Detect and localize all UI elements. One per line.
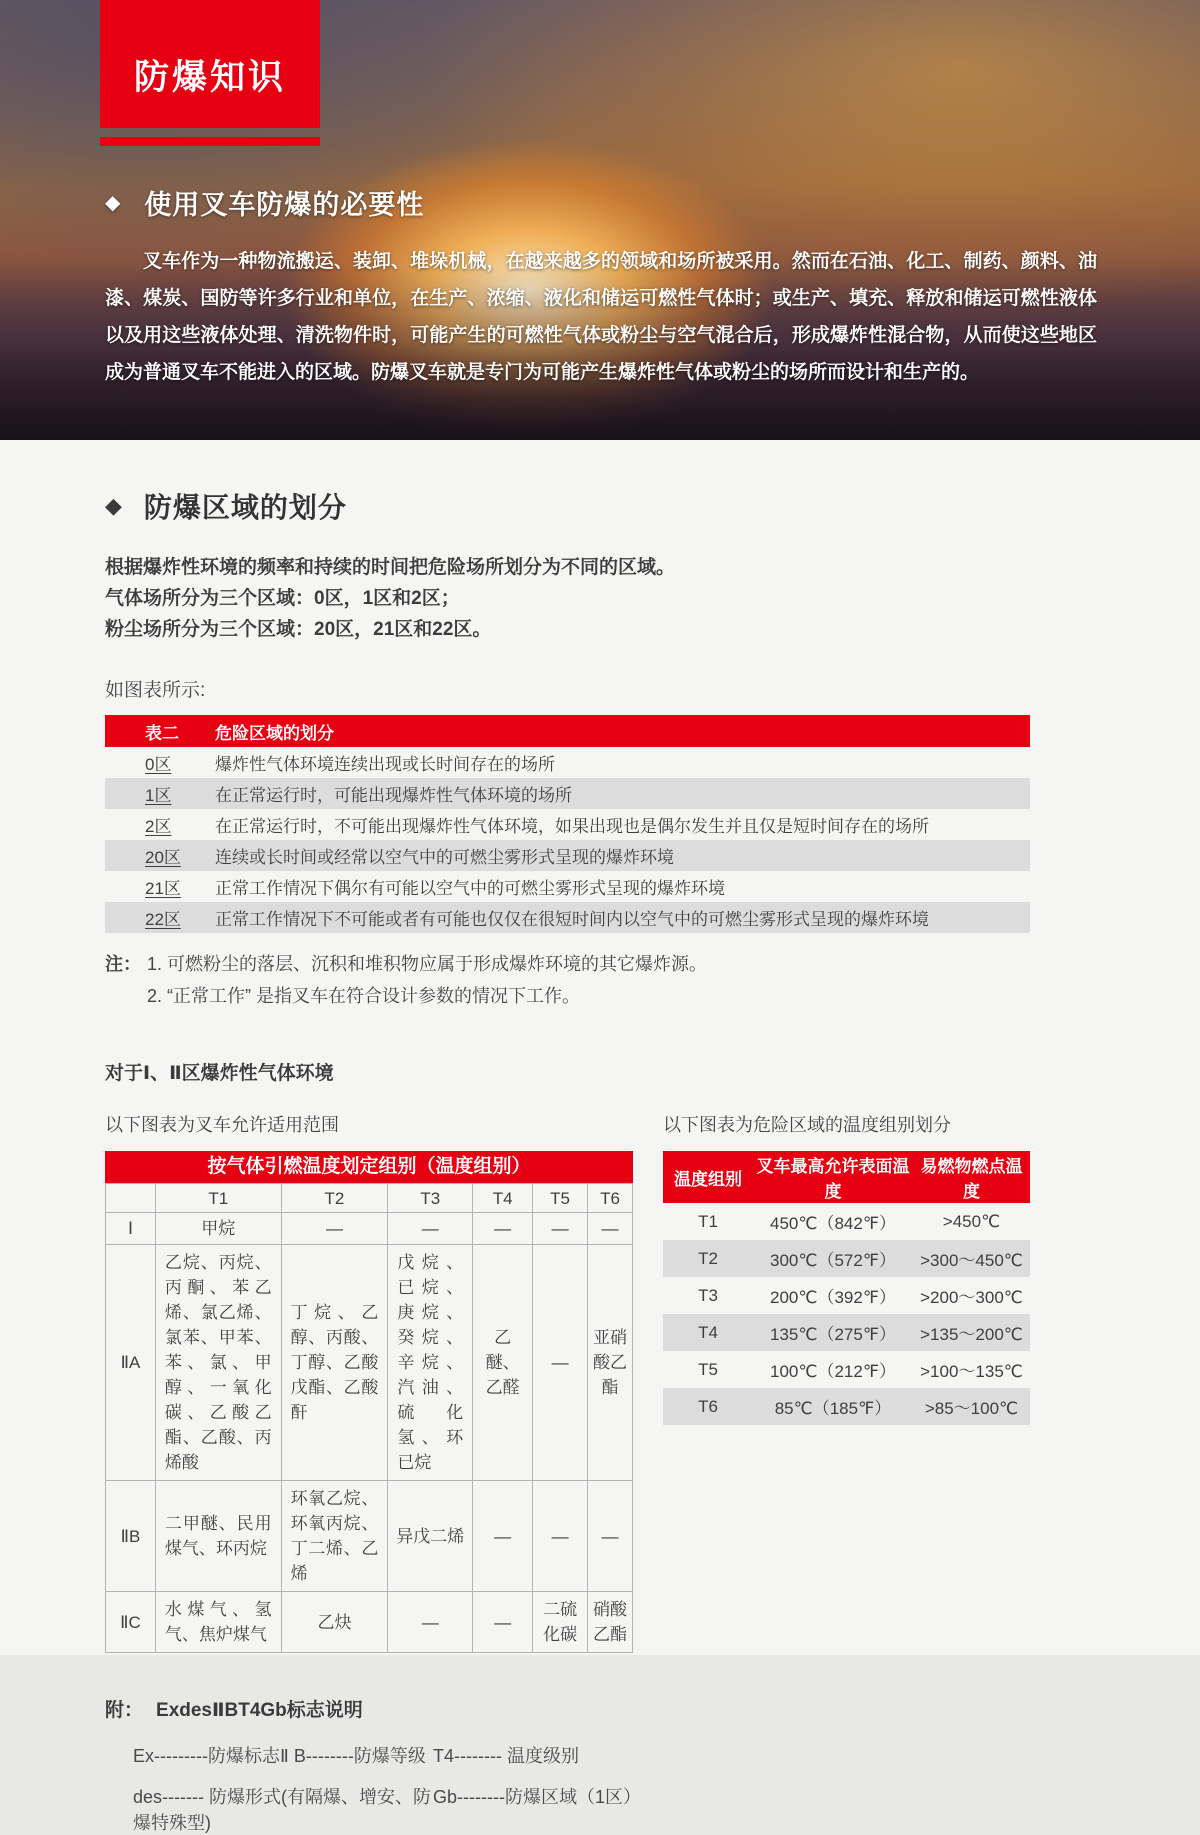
temp-group: T5 <box>698 1359 718 1379</box>
temp-class-header: T5 <box>533 1184 588 1213</box>
zone-label: 2区 <box>145 817 172 836</box>
temp-class-header: T3 <box>388 1184 473 1213</box>
zone-table-header-row <box>105 715 1030 747</box>
temp-table-row <box>663 1240 1030 1277</box>
gas-cell: 亚硝酸乙酯 <box>588 1245 633 1481</box>
temp-table-header: 易燃物燃点温度 <box>913 1151 1030 1203</box>
page-title-banner <box>100 0 320 128</box>
appendix-legend <box>133 1742 1030 1835</box>
group-table-row <box>106 1213 633 1245</box>
zone-notes <box>105 948 1030 1012</box>
note-line: 2. “正常工作” 是指叉车在符合设计参数的情况下工作。 <box>147 986 580 1006</box>
zone-label: 22区 <box>145 910 181 929</box>
zone-table <box>105 715 1030 933</box>
zone-desc: 连续或长时间或经常以空气中的可燃尘雾形式呈现的爆炸环境 <box>215 840 1030 871</box>
surface-temp: 85℃（185℉） <box>753 1388 913 1425</box>
zone-desc: 爆炸性气体环境连续出现或长时间存在的场所 <box>215 755 555 774</box>
temp-group: T3 <box>698 1285 718 1305</box>
appendix-item: des------- 防爆形式(有隔爆、增安、防爆特殊型) <box>133 1787 431 1833</box>
group-table-row <box>106 1481 633 1592</box>
temp-class-header: T2 <box>281 1184 388 1213</box>
temp-class-header: T4 <box>473 1184 533 1213</box>
group-table-title: 按气体引燃温度划定组别（温度组别） <box>105 1151 633 1183</box>
temp-group: T2 <box>663 1240 753 1277</box>
appendix-item: T4-------- 温度级别 <box>433 1746 579 1766</box>
necessity-section-title: 使用叉车防爆的必要性 <box>144 190 425 220</box>
appendix-title: ExdesⅡBT4Gb标志说明 <box>156 1700 363 1721</box>
zone-table-lead: 如图表所示: <box>105 680 206 701</box>
gas-cell: — <box>281 1213 388 1245</box>
surface-temp: 200℃（392℉） <box>770 1288 896 1307</box>
necessity-section-heading <box>105 183 424 222</box>
gas-group-label: Ⅰ <box>106 1213 156 1245</box>
surface-temp: 450℃（842℉） <box>770 1214 896 1233</box>
zone-label: 21区 <box>145 879 181 898</box>
appendix-label: 附： <box>105 1700 144 1721</box>
note-line: 1. 可燃粉尘的落层、沉积和堆积物应属于形成爆炸环境的其它爆炸源。 <box>147 954 708 974</box>
zone-table-header-title: 危险区域的划分 <box>215 715 1030 747</box>
zone-label: 20区 <box>145 848 181 867</box>
gas-cell: 水煤气、氢气、焦炉煤气 <box>155 1592 281 1653</box>
gas-cell: 乙烷、丙烷、丙酮、苯乙烯、氯乙烯、氯苯、甲苯、苯、氯、甲醇、一氧化碳、乙酸乙酯、乙酸、丙烯酸 <box>155 1245 281 1481</box>
diamond-icon: ◆ <box>105 493 122 518</box>
gas-cell: — <box>533 1245 588 1481</box>
ignition-temp: >100～135℃ <box>920 1362 1023 1381</box>
gas-group-label: ⅡB <box>106 1481 156 1592</box>
zone-desc: 在正常运行时，不可能出现爆炸性气体环境，如果出现也是偶尔发生并且仅是短时间存在的场所 <box>215 817 929 836</box>
gas-cell: — <box>473 1481 533 1592</box>
surface-temp: 135℃（275℉） <box>753 1314 913 1351</box>
gas-cell: 乙醚、乙醛 <box>473 1245 533 1481</box>
notes-lines <box>147 948 707 1012</box>
gas-environment-heading: 对于Ⅰ、Ⅱ区爆炸性气体环境 <box>105 1063 334 1084</box>
gas-cell: — <box>533 1481 588 1592</box>
gas-cell: 二甲醚、民用煤气、环丙烷 <box>155 1481 281 1592</box>
content-area <box>0 486 1200 1835</box>
zone-desc: 在正常运行时，可能出现爆炸性气体环境的场所 <box>215 778 1030 809</box>
temp-table-row <box>663 1203 1030 1240</box>
group-table-row <box>106 1592 633 1653</box>
temp-table-header-row <box>663 1151 1030 1203</box>
zone-desc: 正常工作情况下偶尔有可能以空气中的可燃尘雾形式呈现的爆炸环境 <box>215 879 725 898</box>
gas-cell: — <box>473 1592 533 1653</box>
zone-label: 1区 <box>145 786 172 805</box>
gas-cell: — <box>388 1592 473 1653</box>
group-table-column <box>105 1111 633 1653</box>
zone-label: 0区 <box>145 755 172 774</box>
temp-group: T1 <box>698 1211 718 1231</box>
temp-class-header: T1 <box>155 1184 281 1213</box>
temp-group: T6 <box>663 1388 753 1425</box>
ignition-temp: >300～450℃ <box>913 1240 1030 1277</box>
temp-table-row <box>663 1277 1030 1314</box>
gas-cell: — <box>388 1213 473 1245</box>
temp-table-caption: 以下图表为危险区域的温度组别划分 <box>663 1115 951 1135</box>
gas-group-label: ⅡC <box>106 1592 156 1653</box>
ignition-temp: >85～100℃ <box>913 1388 1030 1425</box>
group-table-caption: 以下图表为叉车允许适用范围 <box>105 1115 339 1135</box>
zone-table-row <box>105 840 1030 871</box>
zone-desc: 正常工作情况下不可能或者有可能也仅仅在很短时间内以空气中的可燃尘雾形式呈现的爆炸环境 <box>215 902 1030 933</box>
gas-cell: 甲烷 <box>155 1213 281 1245</box>
zones-intro <box>105 552 1030 645</box>
ignition-temp: >450℃ <box>942 1211 1001 1231</box>
notes-label: 注： <box>105 954 141 974</box>
zones-intro-line: 气体场所分为三个区域：0区，1区和2区； <box>105 588 460 609</box>
temp-table-row <box>663 1351 1030 1388</box>
surface-temp: 300℃（572℉） <box>753 1240 913 1277</box>
temp-class-header: T6 <box>588 1184 633 1213</box>
gas-cell: 环氧乙烷、环氧丙烷、丁二烯、乙烯 <box>281 1481 388 1592</box>
gas-cell: — <box>588 1213 633 1245</box>
zone-table-row <box>105 778 1030 809</box>
temp-table-header: 叉车最高允许表面温度 <box>753 1151 913 1203</box>
gas-cell: 异戊二烯 <box>388 1481 473 1592</box>
hero-photo <box>0 0 1200 440</box>
ignition-temp: >200～300℃ <box>920 1288 1023 1307</box>
zone-table-row <box>105 809 1030 840</box>
group-table-corner-cell <box>106 1184 156 1213</box>
banner-underline-bar <box>100 137 320 146</box>
zone-table-row <box>105 902 1030 933</box>
group-table-header-row <box>106 1184 633 1213</box>
temp-table <box>663 1151 1030 1425</box>
gas-cell: 硝酸乙酯 <box>588 1592 633 1653</box>
gas-cell: 乙炔 <box>281 1592 388 1653</box>
temp-table-column <box>663 1111 1030 1653</box>
group-table-row <box>106 1245 633 1481</box>
group-table <box>105 1183 633 1653</box>
zones-section-heading <box>105 486 1030 526</box>
temp-table-header: 温度组别 <box>663 1151 753 1203</box>
appendix-heading <box>105 1695 1030 1722</box>
diamond-icon: ◆ <box>105 192 121 214</box>
appendix-item: Ex---------防爆标志 <box>133 1746 280 1766</box>
zones-intro-line: 根据爆炸性环境的频率和持续的时间把危险场所划分为不同的区域。 <box>105 557 676 578</box>
gas-cell: — <box>533 1213 588 1245</box>
gas-tables-row <box>105 1111 1030 1653</box>
gas-cell: 二硫化碳 <box>533 1592 588 1653</box>
zone-table-header-label: 表二 <box>105 715 215 747</box>
appendix-item: Ⅱ B--------防爆等级 <box>280 1746 426 1766</box>
ignition-temp: >135～200℃ <box>913 1314 1030 1351</box>
zone-table-row <box>105 747 1030 778</box>
temp-group: T4 <box>663 1314 753 1351</box>
gas-cell: — <box>473 1213 533 1245</box>
zones-intro-line: 粉尘场所分为三个区域：20区，21区和22区。 <box>105 619 492 640</box>
temp-table-row <box>663 1314 1030 1351</box>
gas-group-label: ⅡA <box>106 1245 156 1481</box>
page-title: 防爆知识 <box>133 58 286 97</box>
zone-table-row <box>105 871 1030 902</box>
gas-cell: — <box>588 1481 633 1592</box>
appendix-section <box>105 1695 1030 1835</box>
temp-table-row <box>663 1388 1030 1425</box>
surface-temp: 100℃（212℉） <box>770 1362 896 1381</box>
gas-cell: 丁烷、乙醇、丙酸、丁醇、乙酸戊酯、乙酸酐 <box>281 1245 388 1481</box>
zones-section-title: 防爆区域的划分 <box>143 492 347 523</box>
gas-cell: 戊烷、已烷、庚烷、癸烷、辛烷、汽油、硫化氢、环已烷 <box>388 1245 473 1481</box>
appendix-item: Gb--------防爆区域（1区） <box>433 1787 641 1807</box>
necessity-paragraph: 叉车作为一种物流搬运、装卸、堆垛机械，在越来越多的领域和场所被采用。然而在石油、化工、制药、颜料、油漆、煤炭、国防等许多行业和单位，在生产、浓缩、液化和储运可燃性气体时；或生产、填充、释放和储运可燃性液体以及用这些液体处理、清洗物件时，可能产生的可燃性气体或粉尘与空气混合后，形成爆炸性混合物，从而使这些地区成为普通叉车不能进入的区域。防爆叉车就是专门为可能产生爆炸性气体或粉尘的场所而设计和生产的。 <box>105 251 1097 383</box>
